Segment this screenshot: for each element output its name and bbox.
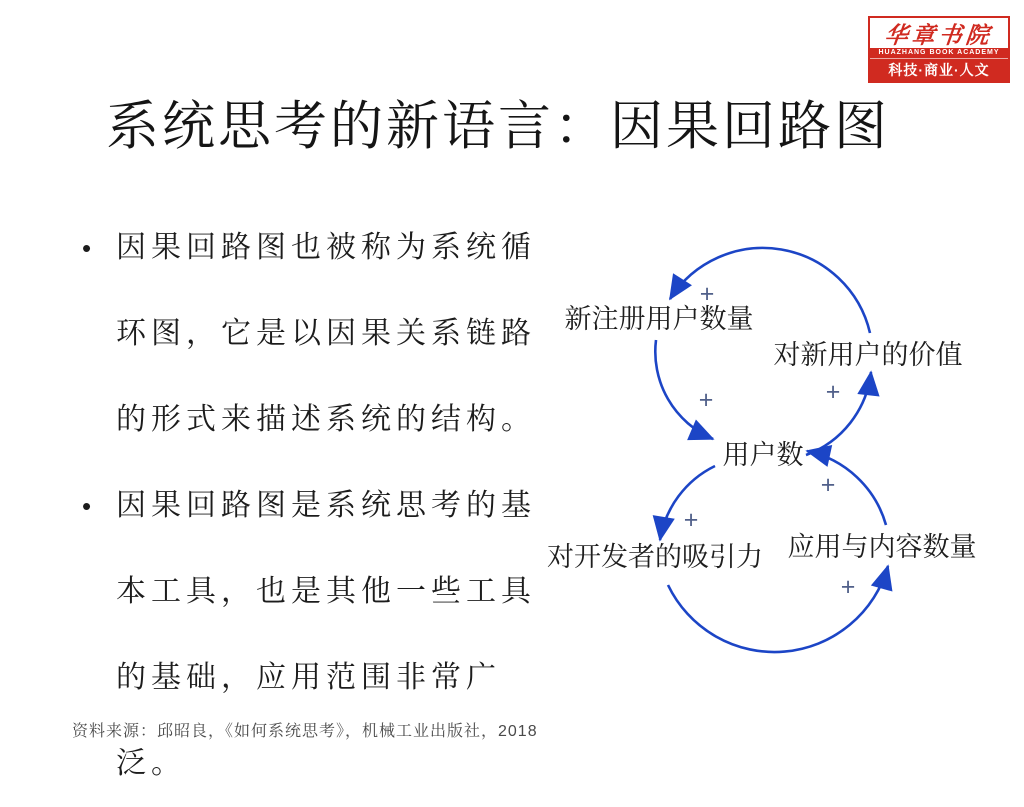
slide-title: 系统思考的新语言：因果回路图 (106, 97, 890, 156)
bullet-list (80, 205, 555, 807)
causal-loop-diagram (545, 228, 1015, 698)
plus-sign-top-left: + (699, 280, 715, 308)
plus-sign-mid-left: + (698, 386, 714, 414)
bullet-text-1: 因果回路图也被称为系统循 环图，它是以因果关系链路 的形式来描述系统的结构。 (116, 231, 536, 436)
logo-tagline: 科技·商业·人文 (870, 58, 1008, 81)
plus-sign-below-users: + (820, 471, 836, 499)
plus-sign-bottom-left: + (683, 506, 699, 534)
arrow-apps-to-users (807, 451, 886, 525)
node-value-to-new-users: 对新用户的价值 (773, 340, 963, 370)
node-apps-and-content: 应用与内容数量 (787, 532, 977, 562)
bullet-marker: • (82, 491, 92, 521)
node-attractiveness-to-developers: 对开发者的吸引力 (547, 542, 763, 572)
bullet-item-2 (80, 463, 555, 807)
logo-top-band (870, 18, 1008, 48)
bullet-marker: • (82, 233, 92, 263)
node-user-count: 用户数 (722, 440, 804, 470)
huazhang-logo (868, 16, 1010, 83)
bullet-text-2: 因果回路图是系统思考的基 本工具，也是其他一些工具 的基础，应用范围非常广泛。 (116, 489, 536, 780)
logo-chinese-name: 华章书院 (883, 22, 995, 48)
node-new-registered-users: 新注册用户数量 (564, 304, 754, 334)
logo-english-name: HUAZHANG BOOK ACADEMY (870, 48, 1008, 58)
plus-sign-bottom-right: + (840, 573, 856, 601)
plus-sign-mid-right: + (825, 378, 841, 406)
source-citation: 资料来源：邱昭良，《如何系统思考》，机械工业出版社，2018 (72, 723, 538, 740)
bullet-item-1 (80, 205, 555, 463)
